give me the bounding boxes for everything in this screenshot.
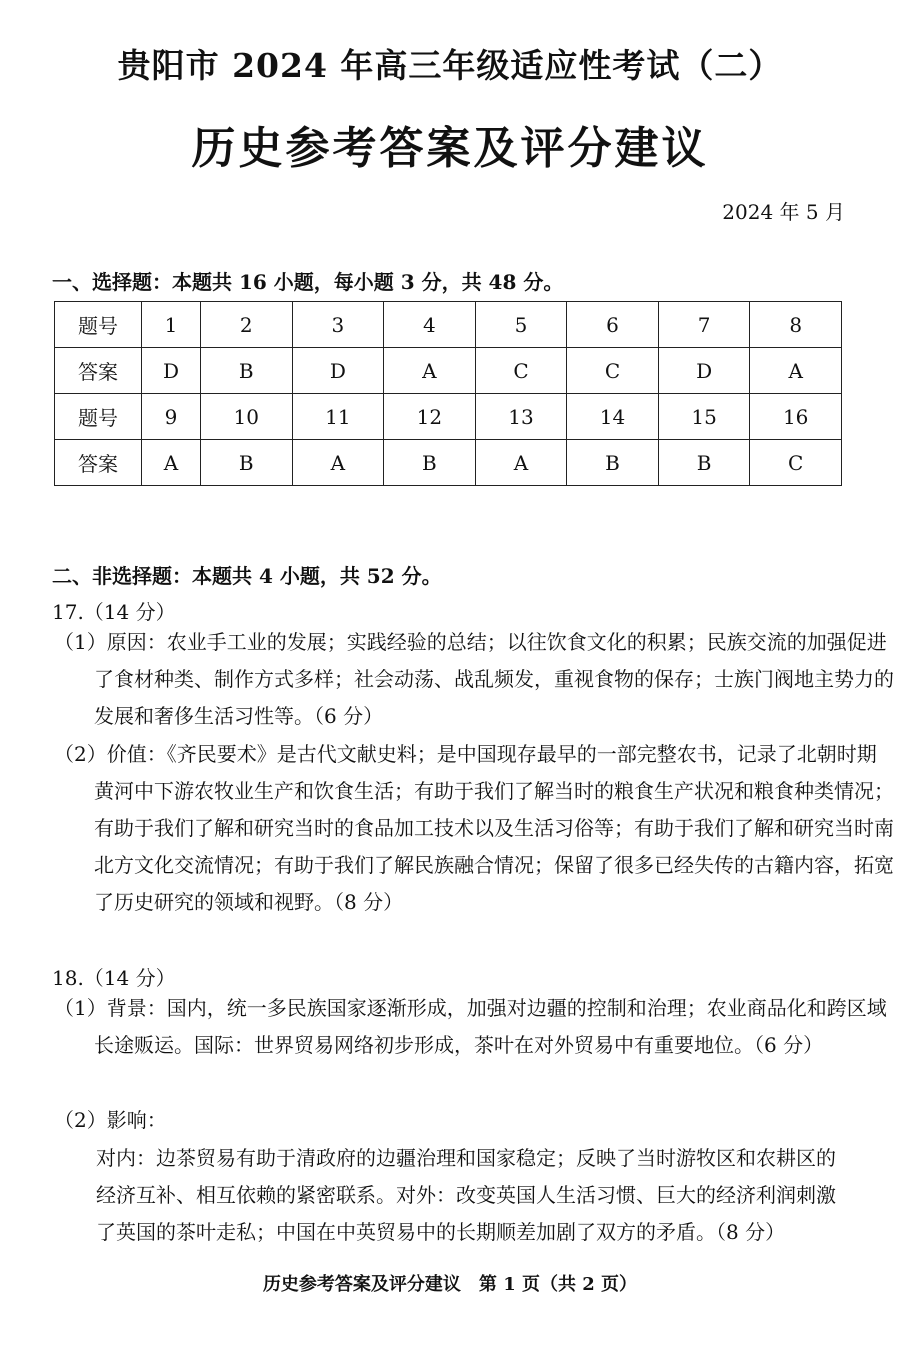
answer-table-cell: B — [658, 440, 750, 486]
page-footer: 历史参考答案及评分建议 第 1 页（共 2 页） — [262, 1274, 638, 1295]
answer-table-cell: 12 — [384, 394, 476, 440]
answer-table-cell: A — [292, 440, 384, 486]
answer-table-row — [55, 394, 842, 440]
answer-table-cell: A — [750, 348, 842, 394]
question-18-part2-label: （2）影响： — [54, 1108, 167, 1132]
answer-table-cell: C — [750, 440, 842, 486]
answer-table-row — [55, 440, 842, 486]
answer-table-cell: A — [142, 440, 201, 486]
answer-table-cell: 2 — [201, 302, 293, 348]
answer-table-cell: 10 — [201, 394, 293, 440]
answer-table-cell: D — [142, 348, 201, 394]
answer-table-cell: A — [384, 348, 476, 394]
answer-table-header-cell: 题号 — [55, 302, 142, 348]
answer-table-cell: C — [567, 348, 659, 394]
answer-table-cell: B — [201, 348, 293, 394]
section2-heading: 二、非选择题：本题共 4 小题，共 52 分。 — [52, 564, 442, 588]
question-18-label: 18.（14 分） — [52, 966, 176, 990]
answer-table-row — [55, 302, 842, 348]
answer-table-cell: 9 — [142, 394, 201, 440]
question-18-part2-body: 对内：边茶贸易有助于清政府的边疆治理和国家稳定；反映了当时游牧区和农耕区的经济互补、相互依赖的紧密联系。对外：改变英国人生活习惯、巨大的经济利润刺激了英国的茶叶走私；中国在中英贸易中的长期顺差加剧了双方的矛盾。（8 分） — [96, 1146, 836, 1244]
answer-table-cell: 4 — [384, 302, 476, 348]
answer-table-cell: 8 — [750, 302, 842, 348]
answer-table-cell: 5 — [475, 302, 567, 348]
question-17-part1: （1）原因：农业手工业的发展；实践经验的总结；以往饮食文化的积累；民族交流的加强促进了食材种类、制作方式多样；社会动荡、战乱频发，重视食物的保存；士族门阀地主势力的发展和奢侈生活习性等。（6 分） — [54, 630, 894, 728]
question-17-part2: （2）价值：《齐民要术》是古代文献史料；是中国现存最早的一部完整农书，记录了北朝时期黄河中下游农牧业生产和饮食生活；有助于我们了解当时的粮食生产状况和粮食种类情况；有助于我们了解和研究当时的食品加工技术以及生活习俗等；有助于我们了解和研究当时南北方文化交流情况；有助于我们了解民族融合情况；保留了很多已经失传的古籍内容，拓宽了历史研究的领域和视野。（8 分） — [54, 742, 894, 914]
answer-table-header-cell: 答案 — [55, 440, 142, 486]
answer-table-cell: 7 — [658, 302, 750, 348]
answer-table-cell: 6 — [567, 302, 659, 348]
answer-table-cell: 14 — [567, 394, 659, 440]
answer-table-cell: B — [384, 440, 476, 486]
answer-table-cell: 15 — [658, 394, 750, 440]
answer-table — [54, 301, 842, 486]
exam-title: 贵阳市 2024 年高三年级适应性考试（二） — [117, 46, 783, 85]
document-title: 历史参考答案及评分建议 — [191, 123, 709, 174]
answer-table-cell: 13 — [475, 394, 567, 440]
answer-table-cell: A — [475, 440, 567, 486]
section1-heading: 一、选择题：本题共 16 小题，每小题 3 分，共 48 分。 — [52, 270, 564, 294]
answer-table-cell: 11 — [292, 394, 384, 440]
document-date: 2024 年 5 月 — [722, 200, 845, 224]
question-18-part1: （1）背景：国内，统一多民族国家逐渐形成，加强对边疆的控制和治理；农业商品化和跨区域长途贩运。国际：世界贸易网络初步形成，茶叶在对外贸易中有重要地位。（6 分） — [54, 996, 887, 1057]
answer-table-cell: B — [567, 440, 659, 486]
answer-table-cell: 3 — [292, 302, 384, 348]
answer-table-cell: 1 — [142, 302, 201, 348]
question-17-label: 17.（14 分） — [52, 600, 176, 624]
answer-table-cell: D — [292, 348, 384, 394]
answer-table-cell: D — [658, 348, 750, 394]
answer-table-cell: B — [201, 440, 293, 486]
answer-table-header-cell: 答案 — [55, 348, 142, 394]
answer-table-row — [55, 348, 842, 394]
answer-table-header-cell: 题号 — [55, 394, 142, 440]
answer-table-cell: C — [475, 348, 567, 394]
answer-table-cell: 16 — [750, 394, 842, 440]
